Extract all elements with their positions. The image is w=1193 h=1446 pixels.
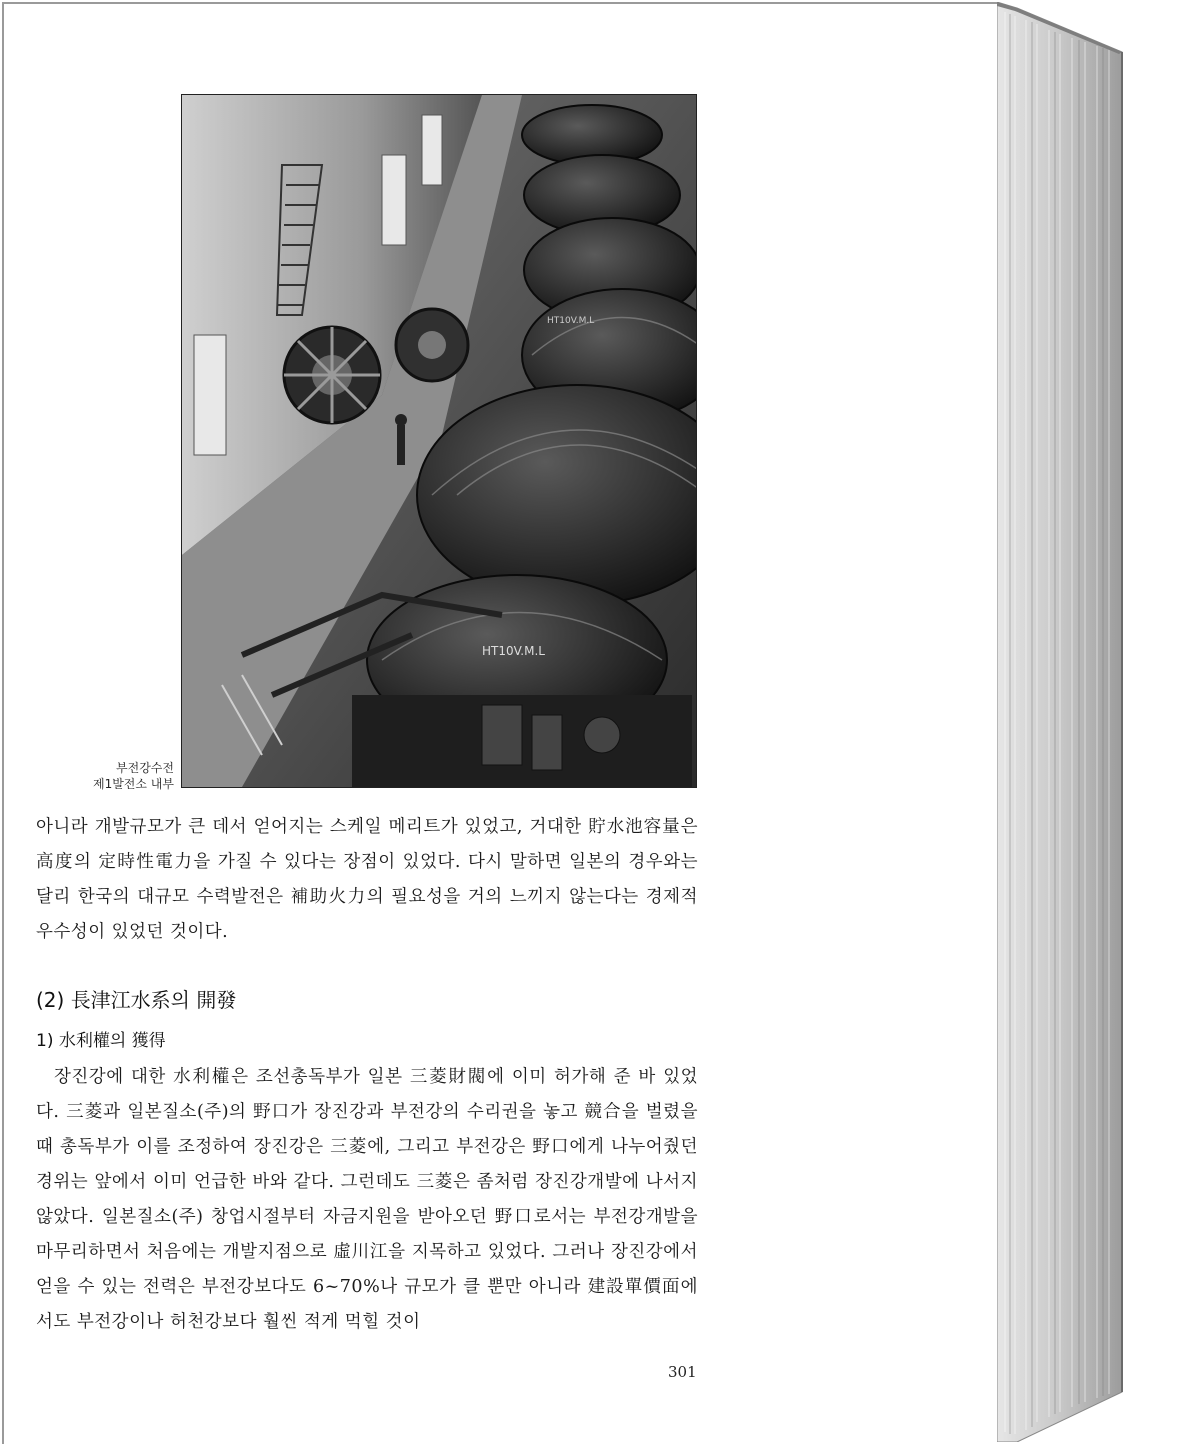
page-number: 301	[668, 1363, 697, 1381]
section-heading: (2) 長津江水系의 開發	[36, 988, 237, 1012]
paragraph-text: 아니라 개발규모가 큰 데서 얻어지는 스케일 메리트가 있었고, 거대한 貯水池容量은 高度의 定時性電力을 가질 수 있다는 장점이 있었다. 다시 말하면 일본의 경우와는 달리 한국의 대규모 수력발전은 補助火力의 필요성을 거의 느끼지 않는다는 경제적 우수성이 있었던 것이다.	[36, 817, 698, 942]
photo-caption	[40, 760, 174, 792]
subsection-heading: 1) 水利權의 獲得	[36, 1031, 166, 1051]
power-station-photo	[181, 94, 697, 788]
body-paragraph-1	[36, 810, 698, 950]
body-paragraph-2	[36, 1060, 698, 1340]
generator-hall-image	[182, 95, 696, 787]
paragraph-text: 장진강에 대한 水利權은 조선총독부가 일본 三菱財閥에 이미 허가해 준 바 있었다. 三菱과 일본질소(주)의 野口가 장진강과 부전강의 수리권을 놓고 競合을 벌렸을 때 총독부가 이를 조정하여 장진강은 三菱에, 그리고 부전강은 野口에게 나누어줬던 경위는 앞에서 이미 언급한 바와 같다. 그런데도 三菱은 좀처럼 장진강개발에 나서지 않았다. 일본질소(주) 창업시절부터 자금지원을 받아오던 野口로서는 부전강개발을 마무리하면서 처음에는 개발지점으로 虛川江을 지목하고 있었다. 그러나 장진강에서 얻을 수 있는 전력은 부전강보다도 6~70%나 규모가 클 뿐만 아니라 建設單價面에서도 부전강이나 허천강보다 훨씬 적게 먹힐 것이	[36, 1067, 698, 1332]
book-page-edges	[997, 2, 1193, 1442]
caption-line-2: 제1발전소 내부	[92, 777, 174, 791]
generator-plate-lower: HT10V.M.L	[482, 644, 545, 658]
page-stack-graphic	[997, 2, 1193, 1442]
generator-plate-upper: HT10V.M.L	[547, 316, 595, 326]
caption-line-1: 부전강수전	[116, 761, 174, 775]
